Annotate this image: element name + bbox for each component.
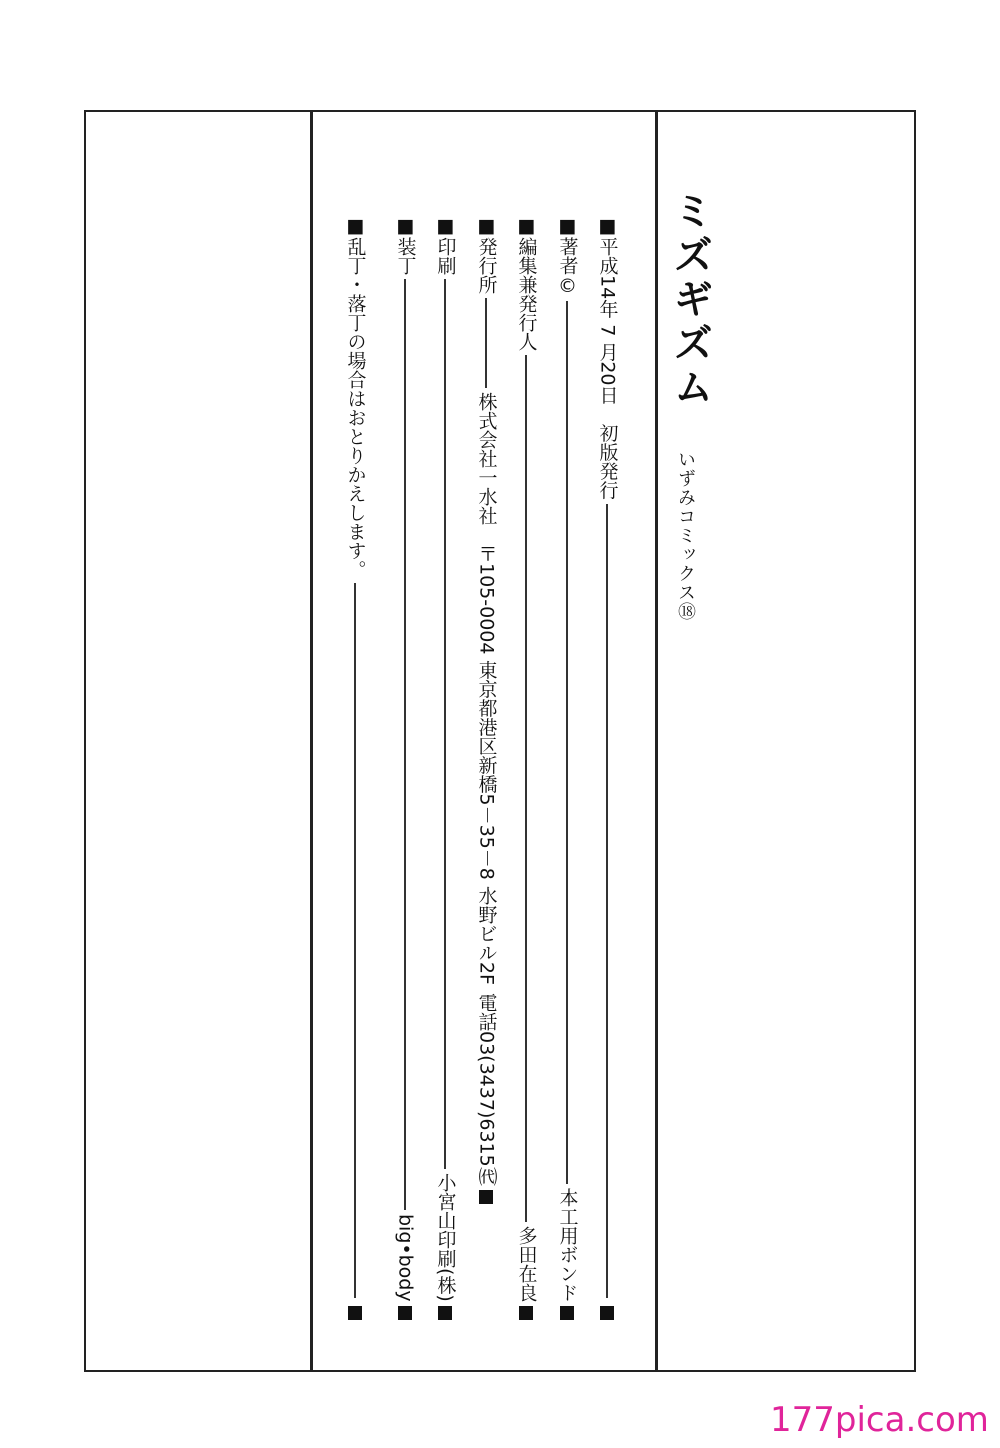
publisher-company: 株式会社一水社 〒105-0004 東京都港区新橋5－35－8 水野ビル2F xyxy=(475,392,498,985)
author-label: ■著者© xyxy=(556,215,579,297)
frame-top-line xyxy=(84,110,916,112)
leader-line xyxy=(525,355,527,1222)
binding-label: ■装丁 xyxy=(394,215,417,275)
end-square xyxy=(348,1306,362,1320)
publication-date: ■平成14年 7 月20日 初版発行 xyxy=(596,215,619,500)
publisher-phone: 電話03(3437)6315㈹ xyxy=(475,992,498,1186)
colophon-left-divider xyxy=(310,110,313,1372)
printer-name: 小宮山印刷(株) xyxy=(434,1173,457,1302)
leader-line xyxy=(566,301,568,1184)
end-square xyxy=(600,1306,614,1320)
end-square xyxy=(560,1306,574,1320)
frame-bottom-line xyxy=(84,1370,916,1372)
leader-line xyxy=(444,279,446,1169)
publisher-row xyxy=(473,215,499,1320)
notice-row xyxy=(342,215,368,1320)
editor-label: ■編集兼発行人 xyxy=(515,215,538,351)
editor-row xyxy=(513,215,539,1320)
author-row xyxy=(554,215,580,1320)
replacement-notice: ■乱丁・落丁の場合はおとりかえします。 xyxy=(344,215,367,579)
printer-label: ■印刷 xyxy=(434,215,457,275)
binding-row xyxy=(392,215,418,1320)
leader-line xyxy=(485,298,487,388)
site-watermark: 177pica.com xyxy=(770,1400,989,1440)
author-name: 本工用ボンド xyxy=(556,1188,579,1302)
leader-line xyxy=(404,279,406,1210)
end-square xyxy=(479,1190,493,1204)
book-title: ミズギズム xyxy=(667,190,713,410)
end-square xyxy=(398,1306,412,1320)
publication-date-row xyxy=(594,215,620,1320)
end-square xyxy=(519,1306,533,1320)
end-square xyxy=(438,1306,452,1320)
series-label: いずみコミックス⑱ xyxy=(675,450,696,621)
leader-line xyxy=(354,583,356,1298)
leader-line xyxy=(606,504,608,1298)
frame-right-line xyxy=(914,110,916,1372)
publisher-label: ■発行所 xyxy=(475,215,498,294)
printer-row xyxy=(432,215,458,1320)
binding-name: big•body xyxy=(394,1214,417,1302)
colophon-right-divider xyxy=(655,110,658,1372)
editor-name: 多田在良 xyxy=(515,1226,538,1302)
frame-left-line xyxy=(84,110,86,1372)
